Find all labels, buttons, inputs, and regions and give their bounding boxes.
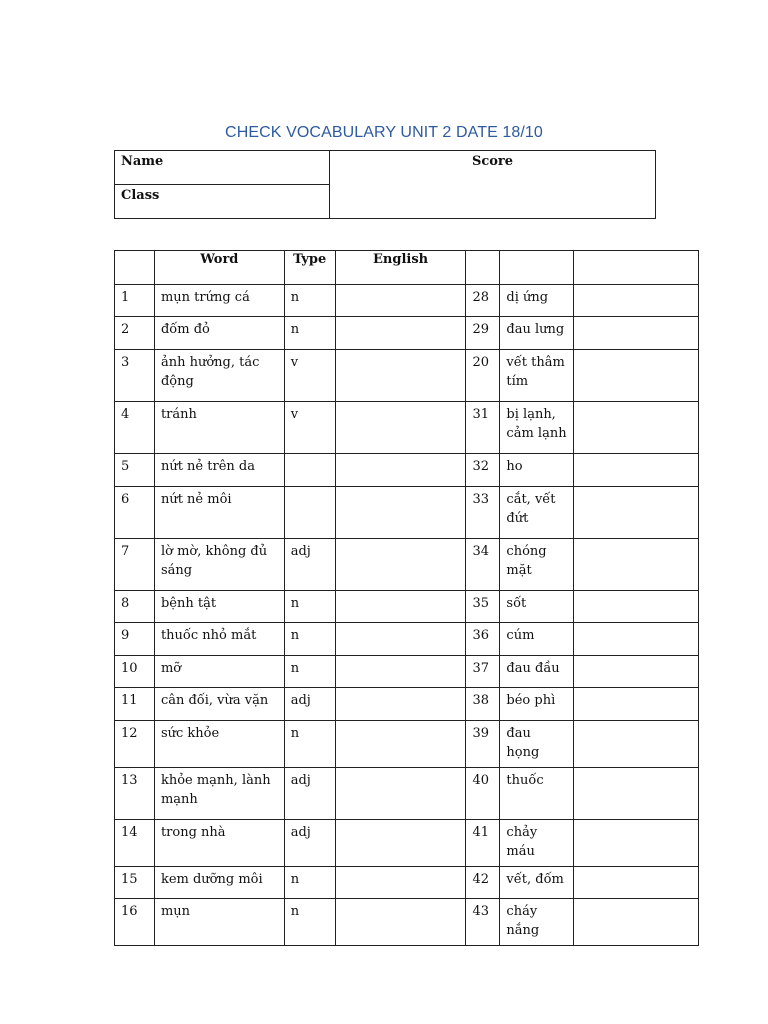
row-number: 8 bbox=[115, 591, 155, 623]
header-no-2 bbox=[466, 251, 500, 285]
word-cell: sức khỏe bbox=[154, 721, 284, 768]
table-row bbox=[115, 656, 699, 688]
table-row bbox=[115, 402, 699, 454]
row-number-2: 29 bbox=[466, 317, 500, 350]
table-row bbox=[115, 688, 699, 721]
word-cell: kem dưỡng môi bbox=[154, 867, 284, 899]
type-cell: n bbox=[284, 656, 335, 688]
row-number-2: 35 bbox=[466, 591, 500, 623]
type-cell: v bbox=[284, 350, 335, 402]
row-number-2: 33 bbox=[466, 487, 500, 539]
row-number-2: 32 bbox=[466, 454, 500, 487]
row-number: 5 bbox=[115, 454, 155, 487]
word-cell: lờ mờ, không đủ sáng bbox=[154, 539, 284, 591]
english-answer-cell-2[interactable] bbox=[574, 656, 699, 688]
type-cell: adj bbox=[284, 768, 335, 820]
word-cell-2: đau họng bbox=[500, 721, 574, 768]
table-row bbox=[115, 317, 699, 350]
row-number-2: 42 bbox=[466, 867, 500, 899]
row-number: 13 bbox=[115, 768, 155, 820]
row-number: 1 bbox=[115, 285, 155, 317]
word-cell-2: bị lạnh, cảm lạnh bbox=[500, 402, 574, 454]
row-number: 16 bbox=[115, 899, 155, 946]
word-cell-2: cắt, vết đứt bbox=[500, 487, 574, 539]
english-answer-cell[interactable] bbox=[335, 623, 466, 656]
word-cell: nứt nẻ trên da bbox=[154, 454, 284, 487]
english-answer-cell-2[interactable] bbox=[574, 317, 699, 350]
type-cell: n bbox=[284, 867, 335, 899]
word-cell: đốm đỏ bbox=[154, 317, 284, 350]
word-cell: nứt nẻ môi bbox=[154, 487, 284, 539]
word-cell: bệnh tật bbox=[154, 591, 284, 623]
word-cell-2: béo phì bbox=[500, 688, 574, 721]
word-cell: thuốc nhỏ mắt bbox=[154, 623, 284, 656]
table-row bbox=[115, 591, 699, 623]
word-cell-2: sốt bbox=[500, 591, 574, 623]
table-row bbox=[115, 487, 699, 539]
english-answer-cell[interactable] bbox=[335, 820, 466, 867]
word-cell: mỡ bbox=[154, 656, 284, 688]
english-answer-cell[interactable] bbox=[335, 656, 466, 688]
header-row bbox=[115, 251, 699, 285]
row-number-2: 36 bbox=[466, 623, 500, 656]
header-type: Type bbox=[284, 251, 335, 285]
header-no bbox=[115, 251, 155, 285]
english-answer-cell[interactable] bbox=[335, 285, 466, 317]
word-cell-2: dị ứng bbox=[500, 285, 574, 317]
english-answer-cell[interactable] bbox=[335, 899, 466, 946]
word-cell: khỏe mạnh, lành mạnh bbox=[154, 768, 284, 820]
english-answer-cell[interactable] bbox=[335, 688, 466, 721]
score-cell[interactable] bbox=[330, 151, 656, 219]
type-cell: n bbox=[284, 591, 335, 623]
word-cell-2: cháy nắng bbox=[500, 899, 574, 946]
type-cell: n bbox=[284, 317, 335, 350]
row-number-2: 39 bbox=[466, 721, 500, 768]
header-word-2 bbox=[500, 251, 574, 285]
english-answer-cell-2[interactable] bbox=[574, 899, 699, 946]
english-answer-cell-2[interactable] bbox=[574, 350, 699, 402]
english-answer-cell-2[interactable] bbox=[574, 285, 699, 317]
word-cell: mụn bbox=[154, 899, 284, 946]
row-number-2: 37 bbox=[466, 656, 500, 688]
row-number: 6 bbox=[115, 487, 155, 539]
english-answer-cell[interactable] bbox=[335, 487, 466, 539]
english-answer-cell-2[interactable] bbox=[574, 402, 699, 454]
english-answer-cell-2[interactable] bbox=[574, 721, 699, 768]
row-number-2: 40 bbox=[466, 768, 500, 820]
word-cell-2: vết, đốm bbox=[500, 867, 574, 899]
row-number-2: 38 bbox=[466, 688, 500, 721]
row-number: 7 bbox=[115, 539, 155, 591]
class-label: Class bbox=[121, 188, 160, 203]
table-row bbox=[115, 285, 699, 317]
english-answer-cell[interactable] bbox=[335, 539, 466, 591]
row-number-2: 28 bbox=[466, 285, 500, 317]
word-cell: mụn trứng cá bbox=[154, 285, 284, 317]
type-cell bbox=[284, 454, 335, 487]
table-row bbox=[115, 768, 699, 820]
type-cell: n bbox=[284, 623, 335, 656]
row-number: 11 bbox=[115, 688, 155, 721]
type-cell: n bbox=[284, 285, 335, 317]
row-number-2: 31 bbox=[466, 402, 500, 454]
english-answer-cell-2[interactable] bbox=[574, 688, 699, 721]
english-answer-cell-2[interactable] bbox=[574, 454, 699, 487]
word-cell-2: cúm bbox=[500, 623, 574, 656]
class-cell[interactable] bbox=[115, 185, 330, 219]
word-cell-2: đau lưng bbox=[500, 317, 574, 350]
score-label: Score bbox=[471, 154, 514, 169]
english-answer-cell-2[interactable] bbox=[574, 768, 699, 820]
row-number: 2 bbox=[115, 317, 155, 350]
type-cell: v bbox=[284, 402, 335, 454]
table-row bbox=[115, 623, 699, 656]
english-answer-cell[interactable] bbox=[335, 402, 466, 454]
row-number-2: 20 bbox=[466, 350, 500, 402]
english-answer-cell-2[interactable] bbox=[574, 539, 699, 591]
type-cell bbox=[284, 487, 335, 539]
word-cell: tránh bbox=[154, 402, 284, 454]
word-cell-2: đau đầu bbox=[500, 656, 574, 688]
word-cell-2: thuốc bbox=[500, 768, 574, 820]
name-cell[interactable] bbox=[115, 151, 330, 185]
type-cell: adj bbox=[284, 539, 335, 591]
row-number-2: 41 bbox=[466, 820, 500, 867]
header-word: Word bbox=[154, 251, 284, 285]
word-cell-2: chảy máu bbox=[500, 820, 574, 867]
type-cell: n bbox=[284, 721, 335, 768]
row-number: 10 bbox=[115, 656, 155, 688]
word-cell: cân đối, vừa vặn bbox=[154, 688, 284, 721]
row-number-2: 34 bbox=[466, 539, 500, 591]
english-answer-cell[interactable] bbox=[335, 591, 466, 623]
type-cell: adj bbox=[284, 688, 335, 721]
name-label: Name bbox=[121, 154, 164, 169]
word-cell-2: ho bbox=[500, 454, 574, 487]
word-cell-2: vết thâm tím bbox=[500, 350, 574, 402]
table-row bbox=[115, 539, 699, 591]
english-answer-cell-2[interactable] bbox=[574, 487, 699, 539]
student-info-table bbox=[114, 150, 656, 219]
english-answer-cell-2[interactable] bbox=[574, 820, 699, 867]
english-answer-cell[interactable] bbox=[335, 350, 466, 402]
word-cell-2: chóng mặt bbox=[500, 539, 574, 591]
row-number: 14 bbox=[115, 820, 155, 867]
english-answer-cell-2[interactable] bbox=[574, 867, 699, 899]
table-row bbox=[115, 820, 699, 867]
vocabulary-table bbox=[114, 250, 699, 946]
table-row bbox=[115, 867, 699, 899]
table-row bbox=[115, 899, 699, 946]
word-cell: trong nhà bbox=[154, 820, 284, 867]
english-answer-cell-2[interactable] bbox=[574, 623, 699, 656]
table-row bbox=[115, 454, 699, 487]
row-number: 4 bbox=[115, 402, 155, 454]
header-english-2 bbox=[574, 251, 699, 285]
row-number: 12 bbox=[115, 721, 155, 768]
table-row bbox=[115, 721, 699, 768]
english-answer-cell[interactable] bbox=[335, 721, 466, 768]
english-answer-cell[interactable] bbox=[335, 454, 466, 487]
type-cell: adj bbox=[284, 820, 335, 867]
row-number-2: 43 bbox=[466, 899, 500, 946]
page-title: CHECK VOCABULARY UNIT 2 DATE 18/10 bbox=[225, 124, 543, 141]
row-number: 9 bbox=[115, 623, 155, 656]
english-answer-cell-2[interactable] bbox=[574, 591, 699, 623]
header-english: English bbox=[335, 251, 466, 285]
english-answer-cell[interactable] bbox=[335, 768, 466, 820]
type-cell: n bbox=[284, 899, 335, 946]
row-number: 15 bbox=[115, 867, 155, 899]
english-answer-cell[interactable] bbox=[335, 867, 466, 899]
english-answer-cell[interactable] bbox=[335, 317, 466, 350]
row-number: 3 bbox=[115, 350, 155, 402]
table-row bbox=[115, 350, 699, 402]
word-cell: ảnh hưởng, tác động bbox=[154, 350, 284, 402]
